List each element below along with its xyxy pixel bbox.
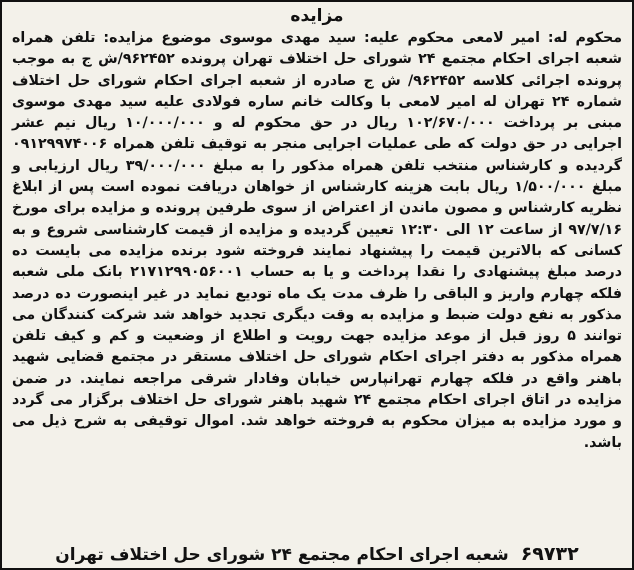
notice-title: مزایده <box>290 6 344 26</box>
notice-footer <box>12 543 622 566</box>
notice-code: ۶۹۷۳۲ <box>520 543 579 565</box>
issuing-branch: شعبه اجرای احکام مجتمع ۲۴ شورای حل اختلاف تهران <box>55 545 509 565</box>
notice-body: محکوم له: امیر لامعی محکوم علیه: سید مهدی موسوی موضوع مزایده: تلفن همراه شعبه اجرای احکام مجتمع ۲۴ شورای حل اختلاف تهران پرونده ۹۶۲۴۵۲/ش ج به موجب پرونده اجرائی کلاسه ۹۶۲۴۵۲/ ش ج صادره از شعبه اجرای احکام شورای حل اختلاف شماره ۲۴ تهران له امیر لامعی با وکالت خانم ساره فولادی علیه سید مهدی موسوی مبنی بر پرداخت ۱۰۲/۶۷۰/۰۰۰ ریال در حق محکوم له و ۱۰/۰۰۰/۰۰۰ ریال نیم عشر اجرایی در حق دولت که طی عملیات اجرایی منجر به توقیف تلفن همراه ۰۹۱۲۹۹۷۴۰۰۶ گردیده و کارشناس منتخب تلفن همراه مذکور را به مبلغ ۳۹/۰۰۰/۰۰۰ ریال ارزیابی و مبلغ ۱/۵۰۰/۰۰۰ ریال بابت هزینه کارشناس از خواهان دریافت نموده است پس از ابلاغ نظریه کارشناس و مصون ماندن از اعتراض از سوی طرفین پرونده و مزایده برای مورخ ۹۷/۷/۱۶ از ساعت ۱۲ الی ۱۲:۳۰ تعیین گردیده و مزایده از قیمت کارشناسی شروع و به کسانی که بالاترین قیمت را پیشنهاد نمایند فروخته شود برنده مزایده می بایست ده درصد مبلغ پیشنهادی را نقدا پرداخت و یا به حساب ۲۱۷۱۲۹۹۰۵۶۰۰۱ بانک ملی شعبه فلکه چهارم واریز و الباقی را ظرف مدت یک ماه تودیع نماید در غیر اینصورت ده درصد مذکور به نفع دولت ضبط و مزایده به وقت دیگری تجدید خواهد شد شرکت کنندگان می توانند ۵ روز قبل از موعد مزایده جهت رویت و اطلاع از وضعیت و کم و کیف تلفن همراه مذکور به دفتر اجرای احکام شورای حل اختلاف مستقر در مجتمع قضایی شهید باهنر واقع در فلکه چهارم تهرانپارس خیابان وفادار شرقی مراجعه نمایند. در ضمن مزایده در اتاق اجرای احکام مجتمع ۲۴ شهید باهنر شورای حل اختلاف برگزار می گردد و مورد مزایده به میزان محکوم به فروخته خواهد شد. اموال توقیفی به شرح ذیل می باشد. <box>12 30 623 451</box>
